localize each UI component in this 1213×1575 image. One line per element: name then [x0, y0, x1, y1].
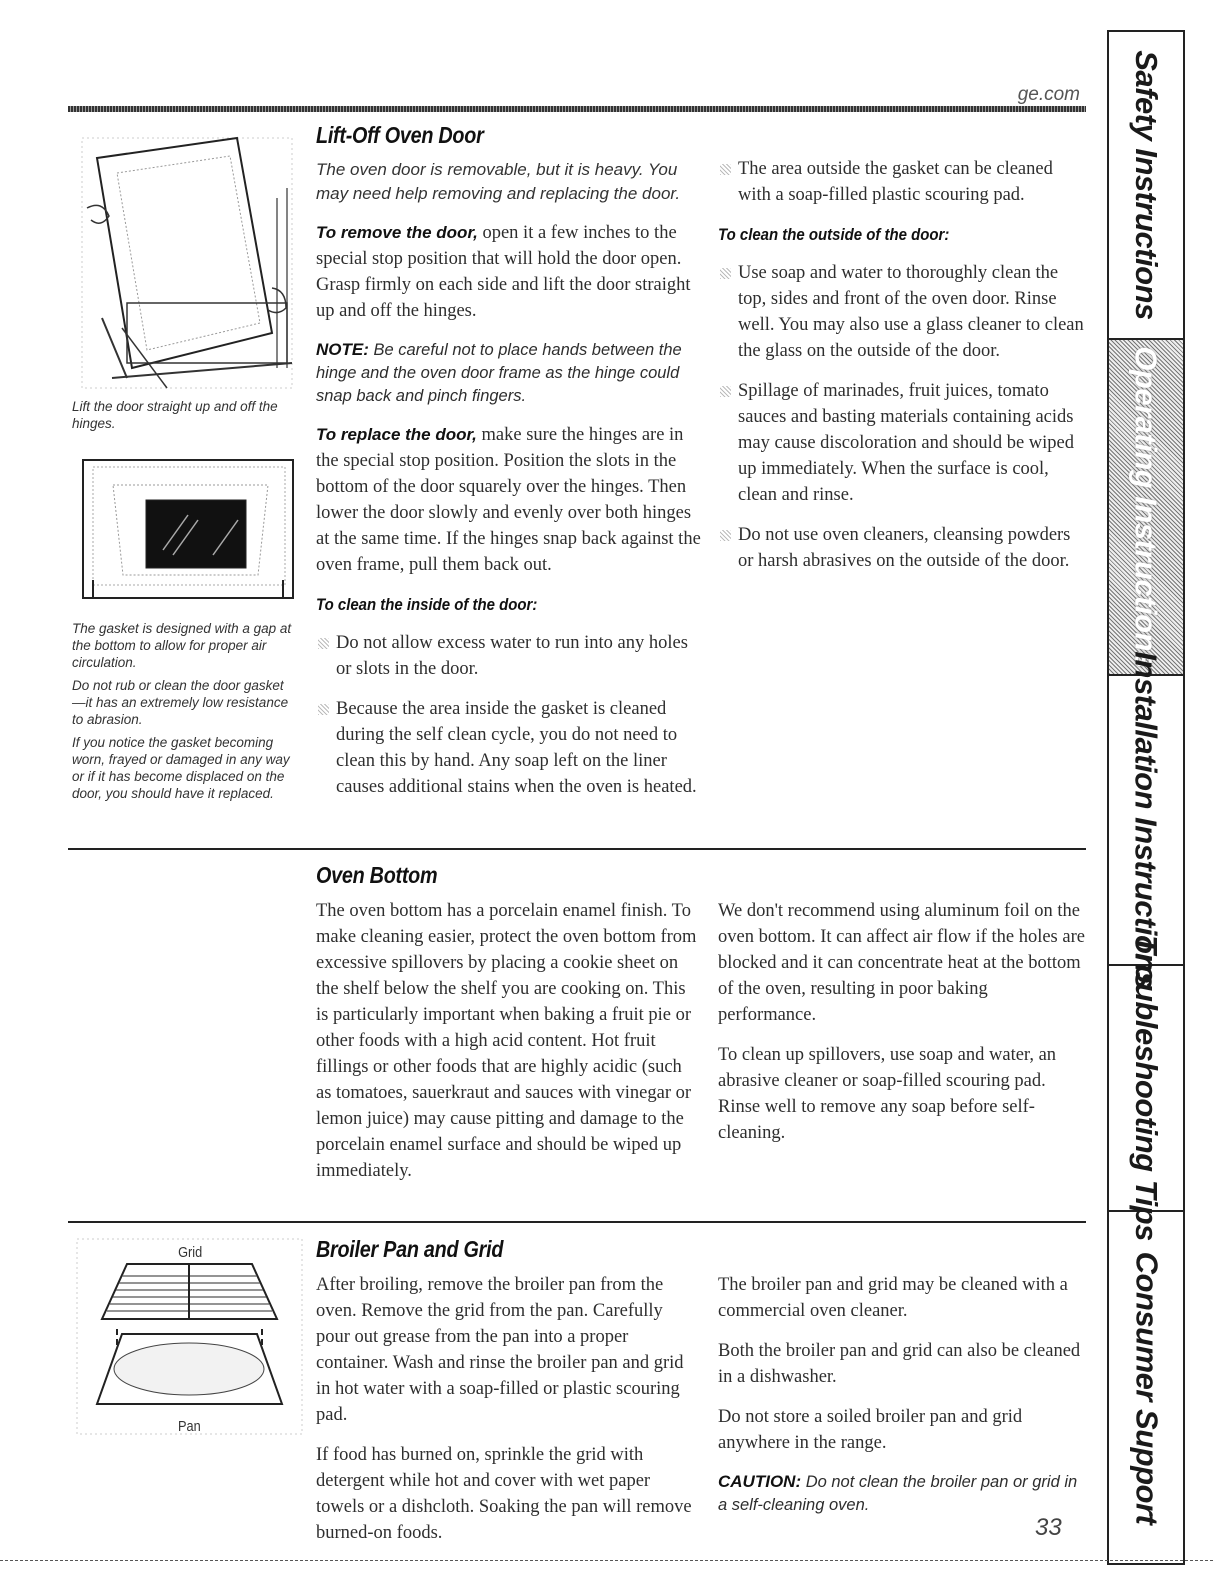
broiler-right-column: [718, 1272, 1088, 1531]
replace-text: make sure the hinges are in the special stop position. Position the slots in the bottom of the door squarely over the hinges. Then lower the door slowly and evenly over both hinges at the same time. If the hinges snap back against the oven frame, pull them back out.: [316, 425, 701, 575]
lift-off-intro: The oven door is removable, but it is heavy. You may need help removing and replacing the door.: [316, 160, 681, 203]
gasket-caption-2: Do not rub or clean the door gasket—it has an extremely low resistance to abrasion.: [72, 678, 289, 727]
section-tabs: [1107, 30, 1185, 1565]
outside-bullet-1: Use soap and water to thoroughly clean the top, sides and front of the oven door. Rinse well. You may also use a glass cleaner to clean the glass on the outside of the door.: [718, 260, 1088, 364]
broiler-pan-illustration: [72, 1234, 307, 1439]
replace-door-paragraph: [316, 422, 701, 578]
outside-bullet-3: Do not use oven cleaners, cleansing powders or harsh abrasives on the outside of the door.: [718, 522, 1088, 574]
gasket-bullet: The area outside the gasket can be cleaned with a soap-filled plastic scouring pad.: [718, 156, 1088, 208]
note-text: Be careful not to place hands between the hinge and the oven door frame as the hinge could snap back and pinch fingers.: [316, 341, 682, 405]
caution-paragraph: [718, 1470, 1088, 1517]
tab-installation-instructions[interactable]: [1109, 651, 1183, 989]
gasket-caption-1: The gasket is designed with a gap at the bottom to allow for proper air circulation.: [72, 621, 292, 670]
tab-operating-instructions[interactable]: [1109, 340, 1183, 676]
oven-bottom-paragraph-2: We don't recommend using aluminum foil on the oven bottom. It can affect air flow if the holes are blocked and it can concentrate heat at the bottom of the oven, resulting in poor baking performance.: [718, 901, 1085, 1025]
tab-safety-instructions[interactable]: [1109, 32, 1183, 340]
remove-door-paragraph: [316, 220, 701, 324]
tab-troubleshooting-label: Troubleshooting Tips: [1129, 935, 1164, 1241]
broiler-paragraph-5: Do not store a soiled broiler pan and grid anywhere in the range.: [718, 1407, 1023, 1453]
remove-text: open it a few inches to the special stop position that will hold the door open. Grasp firmly on each side and lift the door straight up and off the hinges.: [316, 223, 691, 321]
broiler-paragraph-4: Both the broiler pan and grid can also be cleaned in a dishwasher.: [718, 1341, 1081, 1387]
pan-label: Pan: [178, 1418, 201, 1435]
header-rule: [68, 106, 1086, 112]
caution-lead: CAUTION:: [718, 1472, 802, 1491]
lift-off-left-column: [316, 158, 701, 814]
oven-door-illustration: [72, 118, 302, 398]
bottom-rule: [0, 1560, 1213, 1561]
oven-bottom-left-column: [316, 898, 701, 1198]
replace-lead: To replace the door,: [316, 425, 477, 444]
grid-label: Grid: [178, 1244, 203, 1261]
lift-off-title: Lift-Off Oven Door: [316, 122, 484, 148]
oven-bottom-paragraph-1: The oven bottom has a porcelain enamel finish. To make cleaning easier, protect the oven bottom from excessive spillovers by placing a cookie sheet on the shelf below the shelf you are cooking on. This is particularly important when baking a fruit pie or other foods with a high acid content. Hot fruit fillings or other foods that are highly acidic (such as tomatoes, sauerkraut and sauces with vinegar or lemon juice) may cause pitting and damage to the porcelain enamel surface and should be wiped up immediately.: [316, 901, 697, 1181]
section-divider-1: [68, 848, 1086, 850]
outside-bullet-2: Spillage of marinades, fruit juices, tomato sauces and basting materials containing acids may cause discoloration and should be wiped up immediately. When the surface is cool, clean and rinse.: [718, 378, 1088, 508]
broiler-paragraph-1: After broiling, remove the broiler pan from the oven. Remove the grid from the pan. Carefully pour out grease from the pan into a proper container. Wash and rinse the broiler pan and grid in hot water with a soap-filled or plastic scouring pad.: [316, 1275, 684, 1425]
broiler-title: Broiler Pan and Grid: [316, 1236, 504, 1262]
oven-gasket-illustration: [78, 455, 303, 605]
inside-bullet-1: Do not allow excess water to run into any holes or slots in the door.: [316, 630, 701, 682]
oven-bottom-title: Oven Bottom: [316, 862, 438, 888]
site-url: ge.com: [1017, 84, 1080, 105]
broiler-paragraph-3: The broiler pan and grid may be cleaned with a commercial oven cleaner.: [718, 1275, 1068, 1321]
tab-consumer-label: Consumer Support: [1129, 1251, 1165, 1524]
tab-installation-label: Installation Instructions: [1129, 651, 1164, 989]
tab-safety-label: Safety Instructions: [1129, 50, 1164, 320]
inside-door-heading: To clean the inside of the door:: [316, 595, 538, 614]
tab-operating-label: Operating Instructions: [1129, 346, 1165, 668]
gasket-caption: [72, 620, 297, 808]
broiler-paragraph-2: If food has burned on, sprinkle the grid with detergent while hot and cover with wet paper towels or a dishcloth. Soaking the pan will remove burned-on foods.: [316, 1445, 692, 1543]
outside-door-heading: To clean the outside of the door:: [718, 225, 950, 244]
oven-bottom-right-column: [718, 898, 1088, 1160]
lift-off-right-column: [718, 156, 1088, 588]
oven-bottom-paragraph-3: To clean up spillovers, use soap and water, an abrasive cleaner or soap-filled scouring pad. Rinse well to remove any soap before self-cleaning.: [718, 1045, 1057, 1143]
note-lead: NOTE:: [316, 340, 369, 359]
section-divider-2: [68, 1221, 1086, 1223]
gasket-caption-3: If you notice the gasket becoming worn, frayed or damaged in any way or if it has become displaced on the door, you should have it replaced.: [72, 735, 290, 801]
tab-troubleshooting-tips[interactable]: [1109, 935, 1183, 1241]
note-paragraph: [316, 338, 701, 408]
page-number: 33: [1035, 1514, 1062, 1541]
tab-consumer-support[interactable]: [1109, 1212, 1183, 1563]
remove-lead: To remove the door,: [316, 223, 478, 242]
door-caption: Lift the door straight up and off the hinges.: [72, 399, 278, 431]
broiler-left-column: [316, 1272, 701, 1560]
inside-bullet-2: Because the area inside the gasket is cleaned during the self clean cycle, you do not need to clean this by hand. Any soap left on the liner causes additional stains when the oven is heated.: [316, 696, 701, 800]
caution-text: Do not clean the broiler pan or grid in a self-cleaning oven.: [718, 1473, 1078, 1514]
